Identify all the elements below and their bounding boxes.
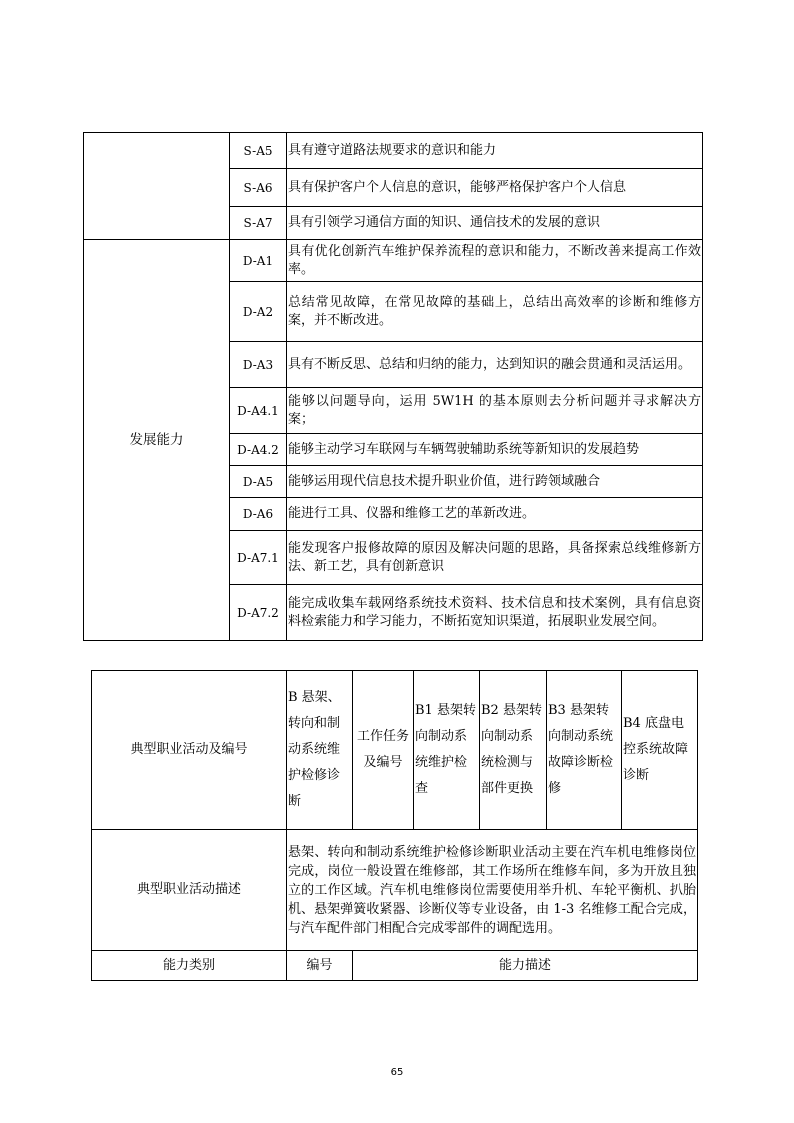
table-row — [92, 671, 698, 830]
code-cell: D-A3 — [230, 342, 287, 388]
competency-table — [83, 132, 703, 641]
code-cell: S-A6 — [230, 169, 287, 207]
category-cell-empty — [84, 133, 230, 240]
task-b3: B3 悬架转向制动系统故障诊断检修 — [547, 671, 622, 830]
desc-cell: 具有遵守道路法规要求的意识和能力 — [287, 133, 703, 169]
desc-cell: 具有保护客户个人信息的意识，能够严格保护客户个人信息 — [287, 169, 703, 207]
code-cell: D-A6 — [230, 498, 287, 531]
code-cell: D-A4.2 — [230, 434, 287, 466]
task-b2: B2 悬架转向制动系统检测与部件更换 — [480, 671, 547, 830]
col-category: 能力类别 — [92, 951, 287, 981]
code-cell: D-A7.2 — [230, 585, 287, 641]
code-cell: S-A5 — [230, 133, 287, 169]
table-row — [92, 830, 698, 951]
page-number: 65 — [390, 1067, 404, 1078]
desc-text: 悬架、转向和制动系统维护检修诊断职业活动主要在汽车机电维修岗位完成，岗位一般设置在维修部，其工作场所在维修车间，多为开放且独立的工作区域。汽车机电维修岗位需要使用举升机、车轮平衡机、扒胎机、悬架弹簧收紧器、诊断仪等专业设备，由 1-3 名维修工配合完成，与汽车配件部门相配合完成零部件的调配选用。 — [287, 830, 698, 951]
task-b4: B4 底盘电控系统故障诊断 — [622, 671, 698, 830]
desc-cell: 总结常见故障，在常见故障的基础上，总结出高效率的诊断和维修方案，并不断改进。 — [287, 282, 703, 342]
desc-cell: 能发现客户报修故障的原因及解决问题的思路，具备探索总线维修新方法、新工艺，具有创新意识 — [287, 531, 703, 585]
col-desc: 能力描述 — [353, 951, 698, 981]
task-b1: B1 悬架转向制动系统维护检查 — [414, 671, 480, 830]
desc-cell: 能进行工具、仪器和维修工艺的革新改进。 — [287, 498, 703, 531]
code-cell: S-A7 — [230, 207, 287, 240]
table-row — [84, 133, 703, 169]
activity-table — [91, 670, 698, 981]
code-cell: D-A7.1 — [230, 531, 287, 585]
code-cell: D-A2 — [230, 282, 287, 342]
desc-cell: 具有优化创新汽车维护保养流程的意识和能力，不断改善来提高工作效率。 — [287, 240, 703, 282]
table-row — [92, 951, 698, 981]
activity-b: B 悬架、转向和制动系统维护检修诊断 — [287, 671, 353, 830]
code-cell: D-A5 — [230, 466, 287, 498]
desc-cell: 能够主动学习车联网与车辆驾驶辅助系统等新知识的发展趋势 — [287, 434, 703, 466]
desc-cell: 具有不断反思、总结和归纳的能力，达到知识的融会贯通和灵活运用。 — [287, 342, 703, 388]
table-row — [84, 240, 703, 282]
code-cell: D-A4.1 — [230, 388, 287, 434]
desc-cell: 能够运用现代信息技术提升职业价值，进行跨领域融合 — [287, 466, 703, 498]
category-development: 发展能力 — [84, 240, 230, 641]
task-label: 工作任务及编号 — [353, 671, 414, 830]
desc-cell: 能够以问题导向，运用 5W1H 的基本原则去分析问题并寻求解决方案； — [287, 388, 703, 434]
col-code: 编号 — [287, 951, 353, 981]
code-cell: D-A1 — [230, 240, 287, 282]
desc-cell: 具有引领学习通信方面的知识、通信技术的发展的意识 — [287, 207, 703, 240]
activity-label: 典型职业活动及编号 — [92, 671, 287, 830]
desc-cell: 能完成收集车载网络系统技术资料、技术信息和技术案例，具有信息资料检索能力和学习能力，不断拓宽知识渠道，拓展职业发展空间。 — [287, 585, 703, 641]
desc-label: 典型职业活动描述 — [92, 830, 287, 951]
